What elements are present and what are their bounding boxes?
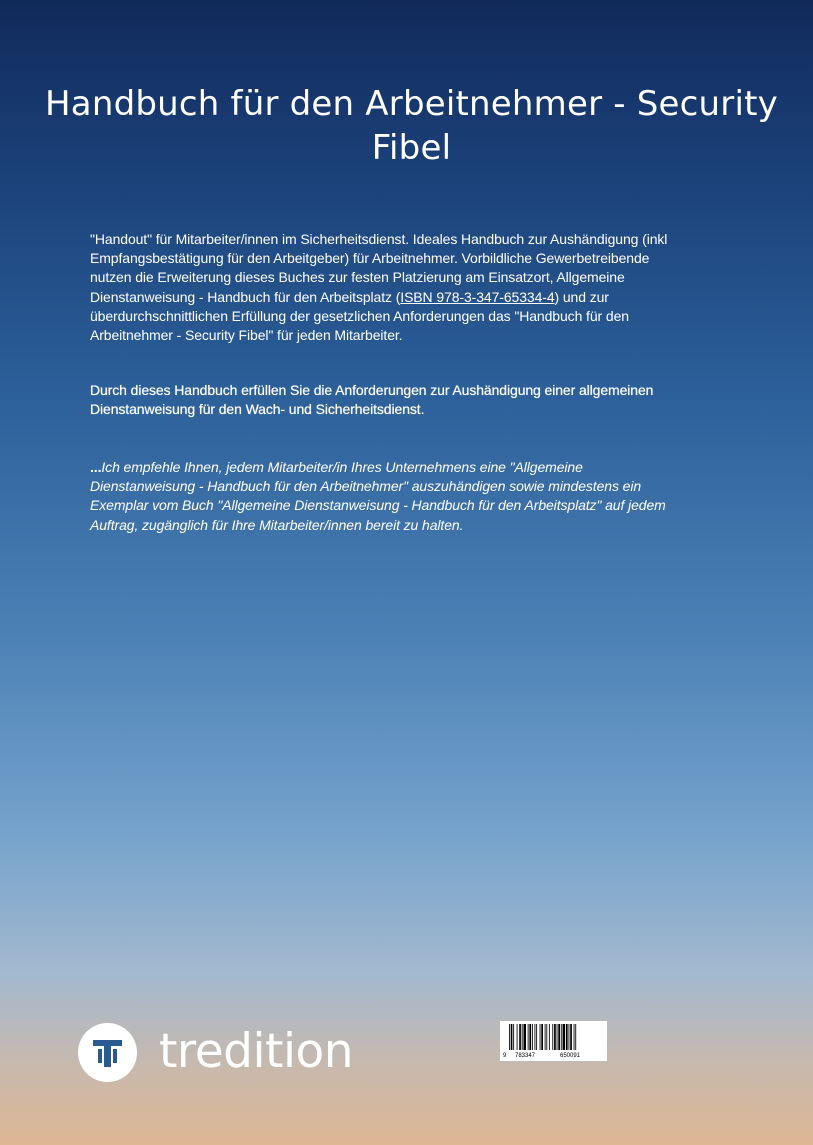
barcode-bar (549, 1024, 550, 1050)
barcode-bar (517, 1024, 518, 1050)
publisher-logo (78, 1022, 353, 1082)
barcode-bar (552, 1024, 553, 1050)
barcode-bar (511, 1024, 513, 1050)
barcode-bar (569, 1024, 570, 1050)
barcode-bar (546, 1024, 547, 1050)
barcode-right-digits: 650091 (560, 1053, 581, 1059)
publisher-name: tredition (159, 1024, 354, 1079)
isbn-barcode (500, 1021, 607, 1061)
barcode-bar (532, 1024, 533, 1050)
barcode-bar (529, 1024, 531, 1050)
barcode-bar (535, 1024, 536, 1050)
barcode-bar (536, 1024, 537, 1050)
barcode-bar (557, 1024, 558, 1050)
emphasis-statement: Durch dieses Handbuch erfüllen Sie die Anforderungen zur Aushändigung einer allgemeinen Dienstanweisung für den Wach- und Sicherheitsdienst. (90, 382, 654, 418)
barcode-bar (522, 1024, 523, 1050)
quote-ellipsis: ... (90, 459, 102, 475)
barcode-bar (575, 1024, 576, 1050)
barcode-bar (513, 1024, 514, 1050)
description-text-end: ) und zur überdurchschnittlichen Erfüllung der gesetzlichen Anforderungen das "Handbuch für den Arbeitnehmer - Security Fibel" für jeden Mitarbeiter. (90, 288, 629, 344)
barcode-left-digits: 783347 (515, 1053, 536, 1059)
barcode-bar (540, 1024, 541, 1050)
barcode-bar (528, 1024, 529, 1050)
book-description (90, 230, 690, 345)
barcode-bar (541, 1024, 543, 1050)
tredition-logo-icon (78, 1023, 137, 1082)
barcode-bar (561, 1024, 562, 1050)
barcode-bar (519, 1024, 521, 1050)
barcode-bar (545, 1024, 546, 1050)
quote-text: Ich empfehle Ihnen, jedem Mitarbeiter/in Ihres Unternehmens eine "Allgemeine Dienstanweisung - Handbuch für den Arbeitnehmer" auszuhändigen sowie mindestens ein Exemplar vom Buch "Allgemeine Dienstanweisung - Handbuch für den Arbeitsplatz" auf jedem Auftrag, zugänglich für Ihre Mitarbeiter/innen bereit zu halten. (90, 459, 666, 533)
barcode-bar (558, 1024, 560, 1050)
book-title: Handbuch für den Arbeitnehmer - Security Fibel (45, 84, 778, 168)
isbn-link[interactable]: ISBN 978-3-347-65334-4 (400, 288, 555, 305)
barcode-bar (509, 1024, 510, 1050)
recommendation-quote (90, 458, 690, 535)
barcode-bar (523, 1024, 526, 1050)
barcode-bar (554, 1024, 556, 1050)
barcode-bar (563, 1024, 566, 1050)
barcode-lead-digit: 9 (503, 1053, 507, 1059)
description-text-start: "Handout" für Mitarbeiter/innen im Sicherheitsdienst. Ideales Handbuch zur Aushändigung (inkl Empfangsbestätigung für den Arbeitgeber) für Arbeitnehmer. Vorbildliche Gewerbetreibende nutzen die Erweiterung dieses Buches zur festen Platzierung am Einsatzort, Allgemeine Dienstanweisung - Handbuch für den Arbeitsplatz ( (90, 231, 668, 305)
barcode-bar (574, 1024, 575, 1050)
barcode-bar (570, 1024, 572, 1050)
barcode-bar (566, 1024, 568, 1050)
